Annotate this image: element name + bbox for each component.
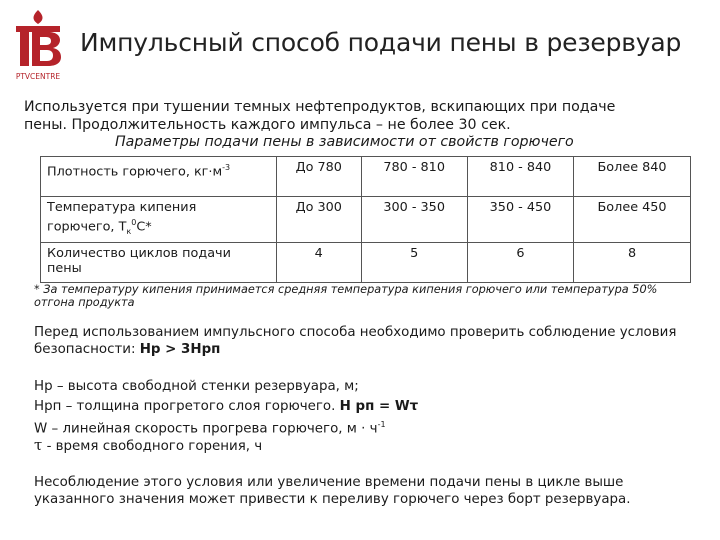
table-cell: 6 — [467, 242, 573, 282]
row-label-boiling-temp: Температура кипения горючего, $Т_к^0С*$ — [41, 197, 277, 243]
definition-hpn: Hрп – толщина прогретого слоя горючего. H рп = Wτ — [34, 399, 419, 414]
ptvcentre-logo — [10, 8, 66, 82]
intro-paragraph: Используется при тушении темных нефтепродуктов, вскипающих при подаче пены. Продолжительность каждого импульса – не более 30 сек. — [24, 99, 616, 133]
table-row — [41, 197, 691, 243]
table-footnote: * За температуру кипения принимается средняя температура кипения горючего или температура 50% отгона продукта — [34, 283, 658, 309]
table-cell: До 300 — [277, 197, 362, 243]
definition-hp: Hр – высота свободной стенки резервуара, м; — [34, 379, 359, 394]
page-title: Импульсный способ подачи пены в резервуар — [80, 28, 682, 57]
table-cell: 8 — [574, 242, 691, 282]
definition-w: W – линейная скорость прогрева горючего, $м \cdot ч^{-1}$ — [34, 420, 386, 437]
svg-text:PTVCENTRE: PTVCENTRE — [15, 72, 61, 81]
safety-condition: Hр > 3Hрп — [139, 342, 221, 357]
definition-tau: τ - время свободного горения, ч — [34, 436, 263, 454]
table-title: Параметры подачи пены в зависимости от свойств горючего — [115, 134, 574, 150]
table-row — [41, 242, 691, 282]
table-cell: Более 450 — [574, 197, 691, 243]
table-cell: 810 - 840 — [467, 157, 573, 197]
table-cell: 4 — [277, 242, 362, 282]
table-cell: 5 — [361, 242, 467, 282]
table-cell: До 780 — [277, 157, 362, 197]
table-row — [41, 157, 691, 197]
table-cell: 300 - 350 — [361, 197, 467, 243]
row-label-cycles: Количество циклов подачи пены — [41, 242, 277, 282]
conclusion-paragraph: Несоблюдение этого условия или увеличение времени подачи пены в цикле выше указанного значения может привести к переливу горючего через борт резервуара. — [34, 475, 631, 507]
safety-paragraph: Перед использованием импульсного способа необходимо проверить соблюдение условия безопасности: Hр > 3Hрп — [34, 325, 677, 357]
parameters-table — [40, 156, 691, 283]
table-cell: Более 840 — [574, 157, 691, 197]
row-label-density: Плотность горючего, $кг\cdot м^{-3}$ — [41, 157, 277, 197]
table-cell: 780 - 810 — [361, 157, 467, 197]
table-cell: 350 - 450 — [467, 197, 573, 243]
hpn-formula: H рп = Wτ — [339, 399, 419, 414]
